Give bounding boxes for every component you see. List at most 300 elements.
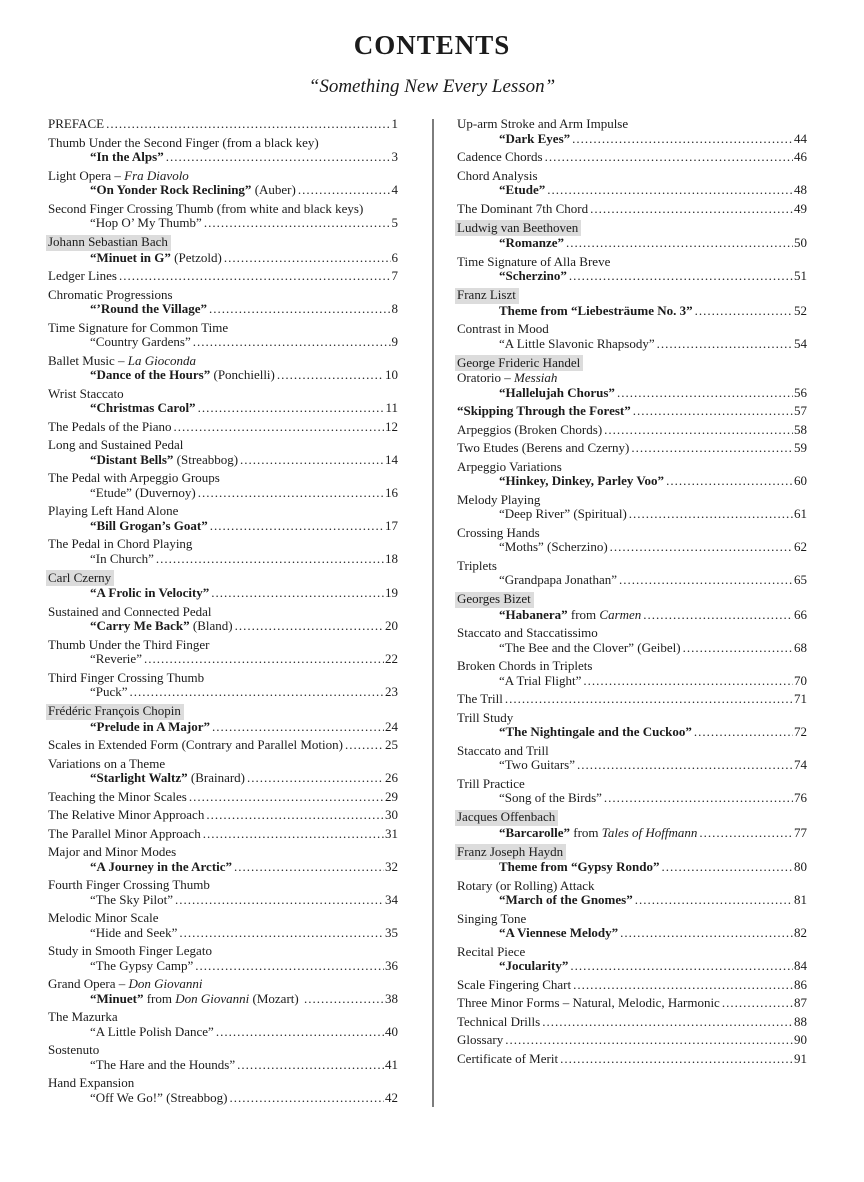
toc-title-line: [457, 826, 807, 841]
toc-column-right: [457, 117, 807, 1070]
toc-text-segment: Johann Sebastian Bach: [48, 234, 168, 249]
toc-text-segment: “On Yonder Rock Reclining”: [90, 182, 252, 197]
dot-leader: [566, 236, 793, 251]
page-number: 12: [385, 418, 398, 434]
toc-text-segment: “The Nightingale and the Cuckoo”: [499, 724, 692, 739]
dot-leader: [179, 926, 384, 941]
dot-leader: [198, 486, 384, 501]
toc-title-line: [457, 926, 807, 941]
dot-leader: [175, 893, 384, 908]
toc-text-segment: “A Journey in the Arctic”: [90, 858, 233, 874]
toc-text-segment: (Auber): [251, 182, 296, 197]
toc-entry: [48, 1076, 398, 1105]
toc-text-segment: Rotary (or Rolling) Attack: [457, 877, 595, 893]
toc-text-segment: The Trill: [457, 691, 503, 706]
page-number: 74: [794, 757, 807, 772]
page-number: 40: [385, 1023, 398, 1039]
toc-entry: [457, 493, 807, 522]
column-divider: [432, 119, 434, 1107]
page-number: 56: [794, 384, 807, 400]
toc-entry: [48, 420, 398, 435]
page-number: 30: [385, 807, 398, 822]
toc-text-segment: Theme from “Liebesträume No. 3”: [499, 302, 693, 318]
toc-text-segment: The Parallel Minor Approach: [48, 825, 201, 841]
toc-text-segment: Major and Minor Modes: [48, 844, 177, 859]
page-number: 35: [385, 924, 398, 940]
toc-text-segment: “March of the Gnomes”: [499, 892, 633, 907]
toc-text-segment: Melody Playing: [457, 491, 541, 507]
toc-title-line: [457, 608, 807, 623]
toc-text-segment: “Moths” (Scherzino): [499, 539, 608, 554]
toc-text-segment: (Bland): [189, 618, 233, 633]
page-number: 82: [794, 925, 807, 940]
toc-heading-line: [457, 460, 807, 475]
composer-highlight: [46, 570, 114, 586]
toc-entry: [48, 136, 398, 165]
toc-entry: [457, 288, 807, 319]
composer-highlight: [455, 592, 534, 608]
page-number: 51: [794, 268, 807, 283]
toc-entry: [457, 879, 807, 908]
toc-title-line: [457, 304, 807, 319]
toc-title-line: [48, 1058, 398, 1073]
page-number: 72: [794, 724, 807, 739]
toc-text-segment: Scales in Extended Form (Contrary and Parallel Motion): [48, 737, 343, 752]
toc-entry: [457, 404, 807, 419]
toc-text-segment: “Starlight Waltz”: [90, 770, 188, 785]
toc-text-segment: Melodic Minor Scale: [48, 910, 159, 925]
toc-text-segment: Franz Liszt: [457, 287, 516, 302]
toc-text-segment: Messiah: [514, 370, 558, 385]
toc-text-segment: Staccato and Staccatissimo: [457, 625, 598, 640]
dot-leader: [604, 423, 793, 438]
toc-title-line: [457, 474, 807, 489]
page-number: 6: [391, 249, 398, 265]
page-number: 46: [794, 149, 807, 164]
toc-heading-line: [457, 626, 807, 641]
page-number: 41: [385, 1056, 398, 1072]
toc-title-line: [457, 386, 807, 401]
toc-text-segment: PREFACE: [48, 116, 105, 131]
toc-entry: [457, 460, 807, 489]
dot-leader: [247, 771, 384, 786]
composer-highlight: [455, 355, 583, 371]
toc-heading-line: [48, 202, 398, 217]
toc-entry: [48, 504, 398, 533]
toc-entry: [48, 790, 398, 805]
toc-text-segment: Two Etudes (Berens and Czerny): [457, 440, 630, 455]
dot-leader: [666, 474, 793, 489]
dot-leader: [234, 860, 384, 875]
page-number: 62: [794, 539, 807, 554]
toc-entry: [48, 638, 398, 667]
toc-text-segment: (Streabbog): [173, 451, 239, 467]
dot-leader: [572, 132, 793, 147]
toc-text-segment: Three Minor Forms – Natural, Melodic, Harmonic: [457, 995, 720, 1010]
dot-leader: [560, 1052, 793, 1067]
dot-leader: [547, 183, 793, 198]
toc-text-segment: from: [567, 606, 600, 622]
toc-heading-line: [48, 169, 398, 184]
toc-heading-line: [457, 945, 807, 960]
toc-entry: [457, 945, 807, 974]
toc-text-segment: “Romanze”: [499, 235, 564, 250]
dot-leader: [577, 758, 793, 773]
toc-text-segment: (Petzold): [170, 249, 222, 265]
toc-entry: [48, 704, 398, 735]
page-number: 24: [385, 718, 398, 734]
toc-heading-line: [457, 371, 807, 386]
toc-text-segment: Thumb Under the Third Finger: [48, 636, 210, 652]
toc-entry: [457, 423, 807, 438]
toc-text-segment: “Deep River” (Spiritual): [499, 506, 627, 521]
toc-heading-line: [457, 288, 807, 304]
toc-text-segment: “Prelude in A Major”: [90, 718, 211, 734]
toc-title-line: [48, 519, 398, 534]
toc-text-segment: “Barcarolle”: [499, 824, 571, 840]
toc-title-line: [48, 420, 398, 435]
page-number: 88: [794, 1013, 807, 1029]
toc-entry: [457, 711, 807, 740]
toc-heading-line: [48, 671, 398, 686]
toc-text-segment: Teaching the Minor Scales: [48, 788, 187, 804]
page-number: 87: [794, 995, 807, 1010]
toc-heading-line: [457, 744, 807, 759]
toc-entry: [457, 692, 807, 707]
page-number: 57: [794, 403, 807, 418]
toc-text-segment: Staccato and Trill: [457, 742, 549, 758]
toc-title-line: [48, 860, 398, 875]
toc-heading-line: [48, 136, 398, 151]
toc-text-segment: “Habanera”: [499, 606, 568, 622]
page-number: 84: [794, 958, 807, 973]
dot-leader: [210, 519, 384, 534]
page-number: 86: [794, 976, 807, 992]
page-subtitle: “Something New Every Lesson”: [308, 76, 556, 97]
toc-title-line: [48, 216, 398, 231]
toc-text-segment: Ballet Music –: [48, 352, 128, 368]
toc-entry: [48, 605, 398, 634]
dot-leader: [229, 1091, 384, 1106]
dot-leader: [619, 573, 793, 588]
dot-leader: [699, 826, 793, 841]
toc-title-line: [48, 1091, 398, 1106]
dot-leader: [610, 540, 793, 555]
toc-title-line: [48, 335, 398, 350]
toc-entry: [48, 354, 398, 383]
page-number: 8: [391, 301, 398, 316]
toc-text-segment: Certificate of Merit: [457, 1050, 559, 1066]
toc-title-line: [457, 132, 807, 147]
page-number: 26: [385, 770, 398, 785]
toc-entry: [48, 169, 398, 198]
dot-leader: [590, 202, 793, 217]
page-number: 19: [385, 585, 398, 600]
toc-heading-line: [48, 845, 398, 860]
toc-heading-line: [457, 355, 807, 371]
toc-text-segment: The Pedal with Arpeggio Groups: [48, 470, 220, 485]
toc-text-segment: Arpeggios (Broken Chords): [457, 421, 603, 437]
composer-highlight: [455, 844, 566, 860]
dot-leader: [542, 1015, 793, 1030]
toc-title-line: [48, 959, 398, 974]
toc-text-segment: “The Gypsy Camp”: [90, 957, 194, 973]
toc-text-segment: Triplets: [457, 557, 497, 573]
toc-text-segment: Singing Tone: [457, 910, 527, 926]
toc-text-segment: “In Church”: [90, 550, 154, 566]
toc-text-segment: Trill Study: [457, 709, 514, 725]
toc-text-segment: from: [143, 990, 176, 1006]
toc-heading-line: [48, 638, 398, 653]
toc-entry: [457, 1033, 807, 1048]
dot-leader: [216, 1025, 384, 1040]
page-number: 7: [391, 268, 398, 283]
composer-highlight: [455, 220, 581, 236]
toc-text-segment: “Song of the Birds”: [499, 790, 602, 805]
dot-leader: [156, 552, 384, 567]
toc-entry: [48, 202, 398, 231]
toc-text-segment: Broken Chords in Triplets: [457, 658, 593, 673]
toc-text-segment: Scale Fingering Chart: [457, 976, 572, 992]
toc-entry: [457, 526, 807, 555]
toc-entry: [457, 150, 807, 165]
page-number: 58: [794, 421, 807, 437]
toc-text-segment: Don Giovanni: [175, 990, 250, 1006]
page-number: 59: [794, 440, 807, 455]
toc-heading-line: [457, 912, 807, 927]
toc-text-segment: Third Finger Crossing Thumb: [48, 669, 205, 685]
toc-title-line: [48, 685, 398, 700]
toc-heading-line: [457, 493, 807, 508]
dot-leader: [130, 685, 384, 700]
toc-text-segment: Up-arm Stroke and Arm Impulse: [457, 116, 629, 131]
toc-entry: [48, 438, 398, 467]
toc-text-segment: “Distant Bells”: [90, 451, 174, 467]
toc-heading-line: [48, 1043, 398, 1058]
toc-heading-line: [457, 255, 807, 270]
toc-title-line: [48, 302, 398, 317]
toc-entry: [48, 537, 398, 566]
page-number: 44: [794, 130, 807, 146]
toc-title-line: [457, 540, 807, 555]
toc-text-segment: George Frideric Handel: [457, 354, 581, 370]
toc-entry: [48, 387, 398, 416]
toc-text-segment: Recital Piece: [457, 943, 526, 959]
toc-text-segment: Fourth Finger Crossing Thumb: [48, 877, 210, 892]
toc-text-segment: “Grandpapa Jonathan”: [499, 572, 618, 587]
page-number: 3: [391, 149, 398, 164]
toc-heading-line: [457, 322, 807, 337]
toc-text-segment: Contrast in Mood: [457, 321, 549, 336]
toc-text-segment: “A Frolic in Velocity”: [90, 585, 210, 600]
toc-text-segment: Don Giovanni: [128, 976, 203, 991]
toc-text-segment: Time Signature of Alla Breve: [457, 253, 611, 269]
toc-title-line: [48, 619, 398, 634]
toc-text-segment: Study in Smooth Finger Legato: [48, 943, 212, 958]
toc-heading-line: [48, 438, 398, 453]
toc-text-segment: The Pedal in Chord Playing: [48, 536, 193, 551]
toc-text-segment: Glossary: [457, 1032, 504, 1047]
dot-leader: [694, 725, 793, 740]
toc-entry: [48, 288, 398, 317]
page-number: 20: [385, 618, 398, 633]
dot-leader: [106, 117, 390, 132]
page-number: 76: [794, 790, 807, 805]
toc-entry: [48, 911, 398, 940]
toc-entry: [48, 977, 398, 1006]
toc-text-segment: Wrist Staccato: [48, 385, 124, 401]
toc-heading-line: [48, 504, 398, 519]
toc-title-line: [48, 1025, 398, 1040]
dot-leader: [570, 959, 793, 974]
toc-heading-line: [457, 879, 807, 894]
dot-leader: [173, 420, 384, 435]
toc-title-line: [457, 959, 807, 974]
toc-entry: [48, 235, 398, 266]
toc-text-segment: “In the Alps”: [90, 149, 164, 164]
toc-text-segment: Carl Czerny: [48, 569, 112, 585]
toc-text-segment: “Off We Go!” (Streabbog): [90, 1089, 228, 1105]
toc-heading-line: [48, 570, 398, 586]
page-number: 48: [794, 182, 807, 197]
dot-leader: [119, 269, 391, 284]
toc-title-line: [48, 486, 398, 501]
toc-text-segment: Technical Drills: [457, 1013, 541, 1029]
toc-title-line: [48, 992, 398, 1007]
page-number: 81: [794, 892, 807, 907]
toc-entry: [48, 808, 398, 823]
page-number: 36: [385, 957, 398, 973]
page-number: 17: [385, 517, 398, 533]
dot-leader: [604, 791, 793, 806]
page-number: 29: [385, 788, 398, 804]
dot-leader: [657, 337, 793, 352]
dot-leader: [240, 453, 384, 468]
toc-heading-line: [457, 810, 807, 826]
toc-title-line: [457, 978, 807, 993]
toc-text-segment: Chord Analysis: [457, 167, 538, 183]
dot-leader: [617, 386, 793, 401]
toc-heading-line: [48, 944, 398, 959]
toc-entry: [48, 321, 398, 350]
toc-text-segment: Ledger Lines: [48, 268, 117, 283]
toc-heading-line: [457, 169, 807, 184]
toc-title-line: [48, 401, 398, 416]
dot-leader: [620, 926, 793, 941]
toc-entry: [457, 810, 807, 841]
toc-entry: [48, 878, 398, 907]
toc-title-line: [48, 808, 398, 823]
toc-title-line: [457, 860, 807, 875]
toc-title-line: [48, 453, 398, 468]
toc-text-segment: Sustained and Connected Pedal: [48, 603, 212, 619]
dot-leader: [203, 827, 384, 842]
composer-highlight: [455, 288, 519, 304]
toc-title-line: [48, 183, 398, 198]
toc-text-segment: “A Little Polish Dance”: [90, 1023, 214, 1039]
toc-text-segment: “Hallelujah Chorus”: [499, 384, 615, 400]
toc-text-segment: Second Finger Crossing Thumb (from white and black keys): [48, 200, 364, 216]
toc-entry: [457, 117, 807, 146]
toc-title-line: [48, 652, 398, 667]
toc-text-segment: The Dominant 7th Chord: [457, 200, 589, 216]
toc-title-line: [457, 202, 807, 217]
toc-title-line: [457, 641, 807, 656]
page-number: 54: [794, 335, 807, 351]
toc-text-segment: Playing Left Hand Alone: [48, 503, 179, 518]
toc-entry: [48, 671, 398, 700]
toc-text-segment: Sostenuto: [48, 1042, 100, 1057]
toc-text-segment: “Jocularity”: [499, 958, 569, 973]
dot-leader: [643, 608, 793, 623]
toc-text-segment: “Bill Grogan’s Goat”: [90, 517, 208, 533]
dot-leader: [298, 183, 391, 198]
page-number: 60: [794, 473, 807, 488]
dot-leader: [209, 302, 390, 317]
toc-text-segment: Arpeggio Variations: [457, 458, 562, 474]
toc-heading-line: [48, 911, 398, 926]
toc-text-segment: “Hide and Seek”: [90, 924, 178, 940]
page-number: 1: [391, 116, 398, 131]
toc-text-segment: “Carry Me Back”: [90, 618, 190, 633]
toc-text-segment: “The Hare and the Hounds”: [90, 1056, 236, 1072]
toc-title-line: [48, 893, 398, 908]
toc-entry: [457, 844, 807, 875]
toc-entry: [48, 944, 398, 973]
toc-heading-line: [48, 1010, 398, 1025]
toc-text-segment: “Country Gardens”: [90, 334, 191, 349]
toc-title-line: [457, 573, 807, 588]
toc-text-segment: “Reverie”: [90, 651, 142, 666]
toc-text-segment: Thumb Under the Second Finger (from a black key): [48, 134, 319, 150]
toc-title-line: [48, 926, 398, 941]
toc-heading-line: [48, 977, 398, 992]
dot-leader: [206, 808, 384, 823]
toc-heading-line: [48, 321, 398, 336]
dot-leader: [224, 251, 391, 266]
toc-text-segment: Franz Joseph Haydn: [457, 843, 564, 859]
page-number: 5: [391, 215, 398, 230]
toc-heading-line: [48, 387, 398, 402]
toc-entry: [457, 322, 807, 351]
toc-heading-line: [48, 354, 398, 369]
page-number: 91: [794, 1050, 807, 1066]
toc-title-line: [457, 269, 807, 284]
toc-entry: [48, 117, 398, 132]
page-number: 22: [385, 651, 398, 666]
page-number: 25: [385, 737, 398, 752]
toc-heading-line: [48, 288, 398, 303]
toc-text-segment: “Puck”: [90, 684, 128, 699]
toc-text-segment: “Two Guitars”: [499, 757, 575, 772]
toc-text-segment: The Relative Minor Approach: [48, 807, 205, 822]
toc-title-line: [457, 758, 807, 773]
dot-leader: [633, 404, 793, 419]
toc-text-segment: “Etude”: [499, 182, 546, 197]
dot-leader: [212, 720, 384, 735]
dot-leader: [193, 335, 391, 350]
toc-text-segment: Variations on a Theme: [48, 755, 166, 771]
toc-entry: [457, 1052, 807, 1067]
toc-text-segment: “Hop O’ My Thumb”: [90, 215, 202, 230]
page-number: 34: [385, 891, 398, 907]
toc-text-segment: Cadence Chords: [457, 149, 543, 164]
dot-leader: [345, 738, 384, 753]
toc-text-segment: Light Opera –: [48, 167, 125, 183]
composer-highlight: [455, 810, 558, 826]
toc-text-segment: Jacques Offenbach: [457, 809, 556, 824]
toc-text-segment: Fra Diavolo: [124, 167, 189, 183]
